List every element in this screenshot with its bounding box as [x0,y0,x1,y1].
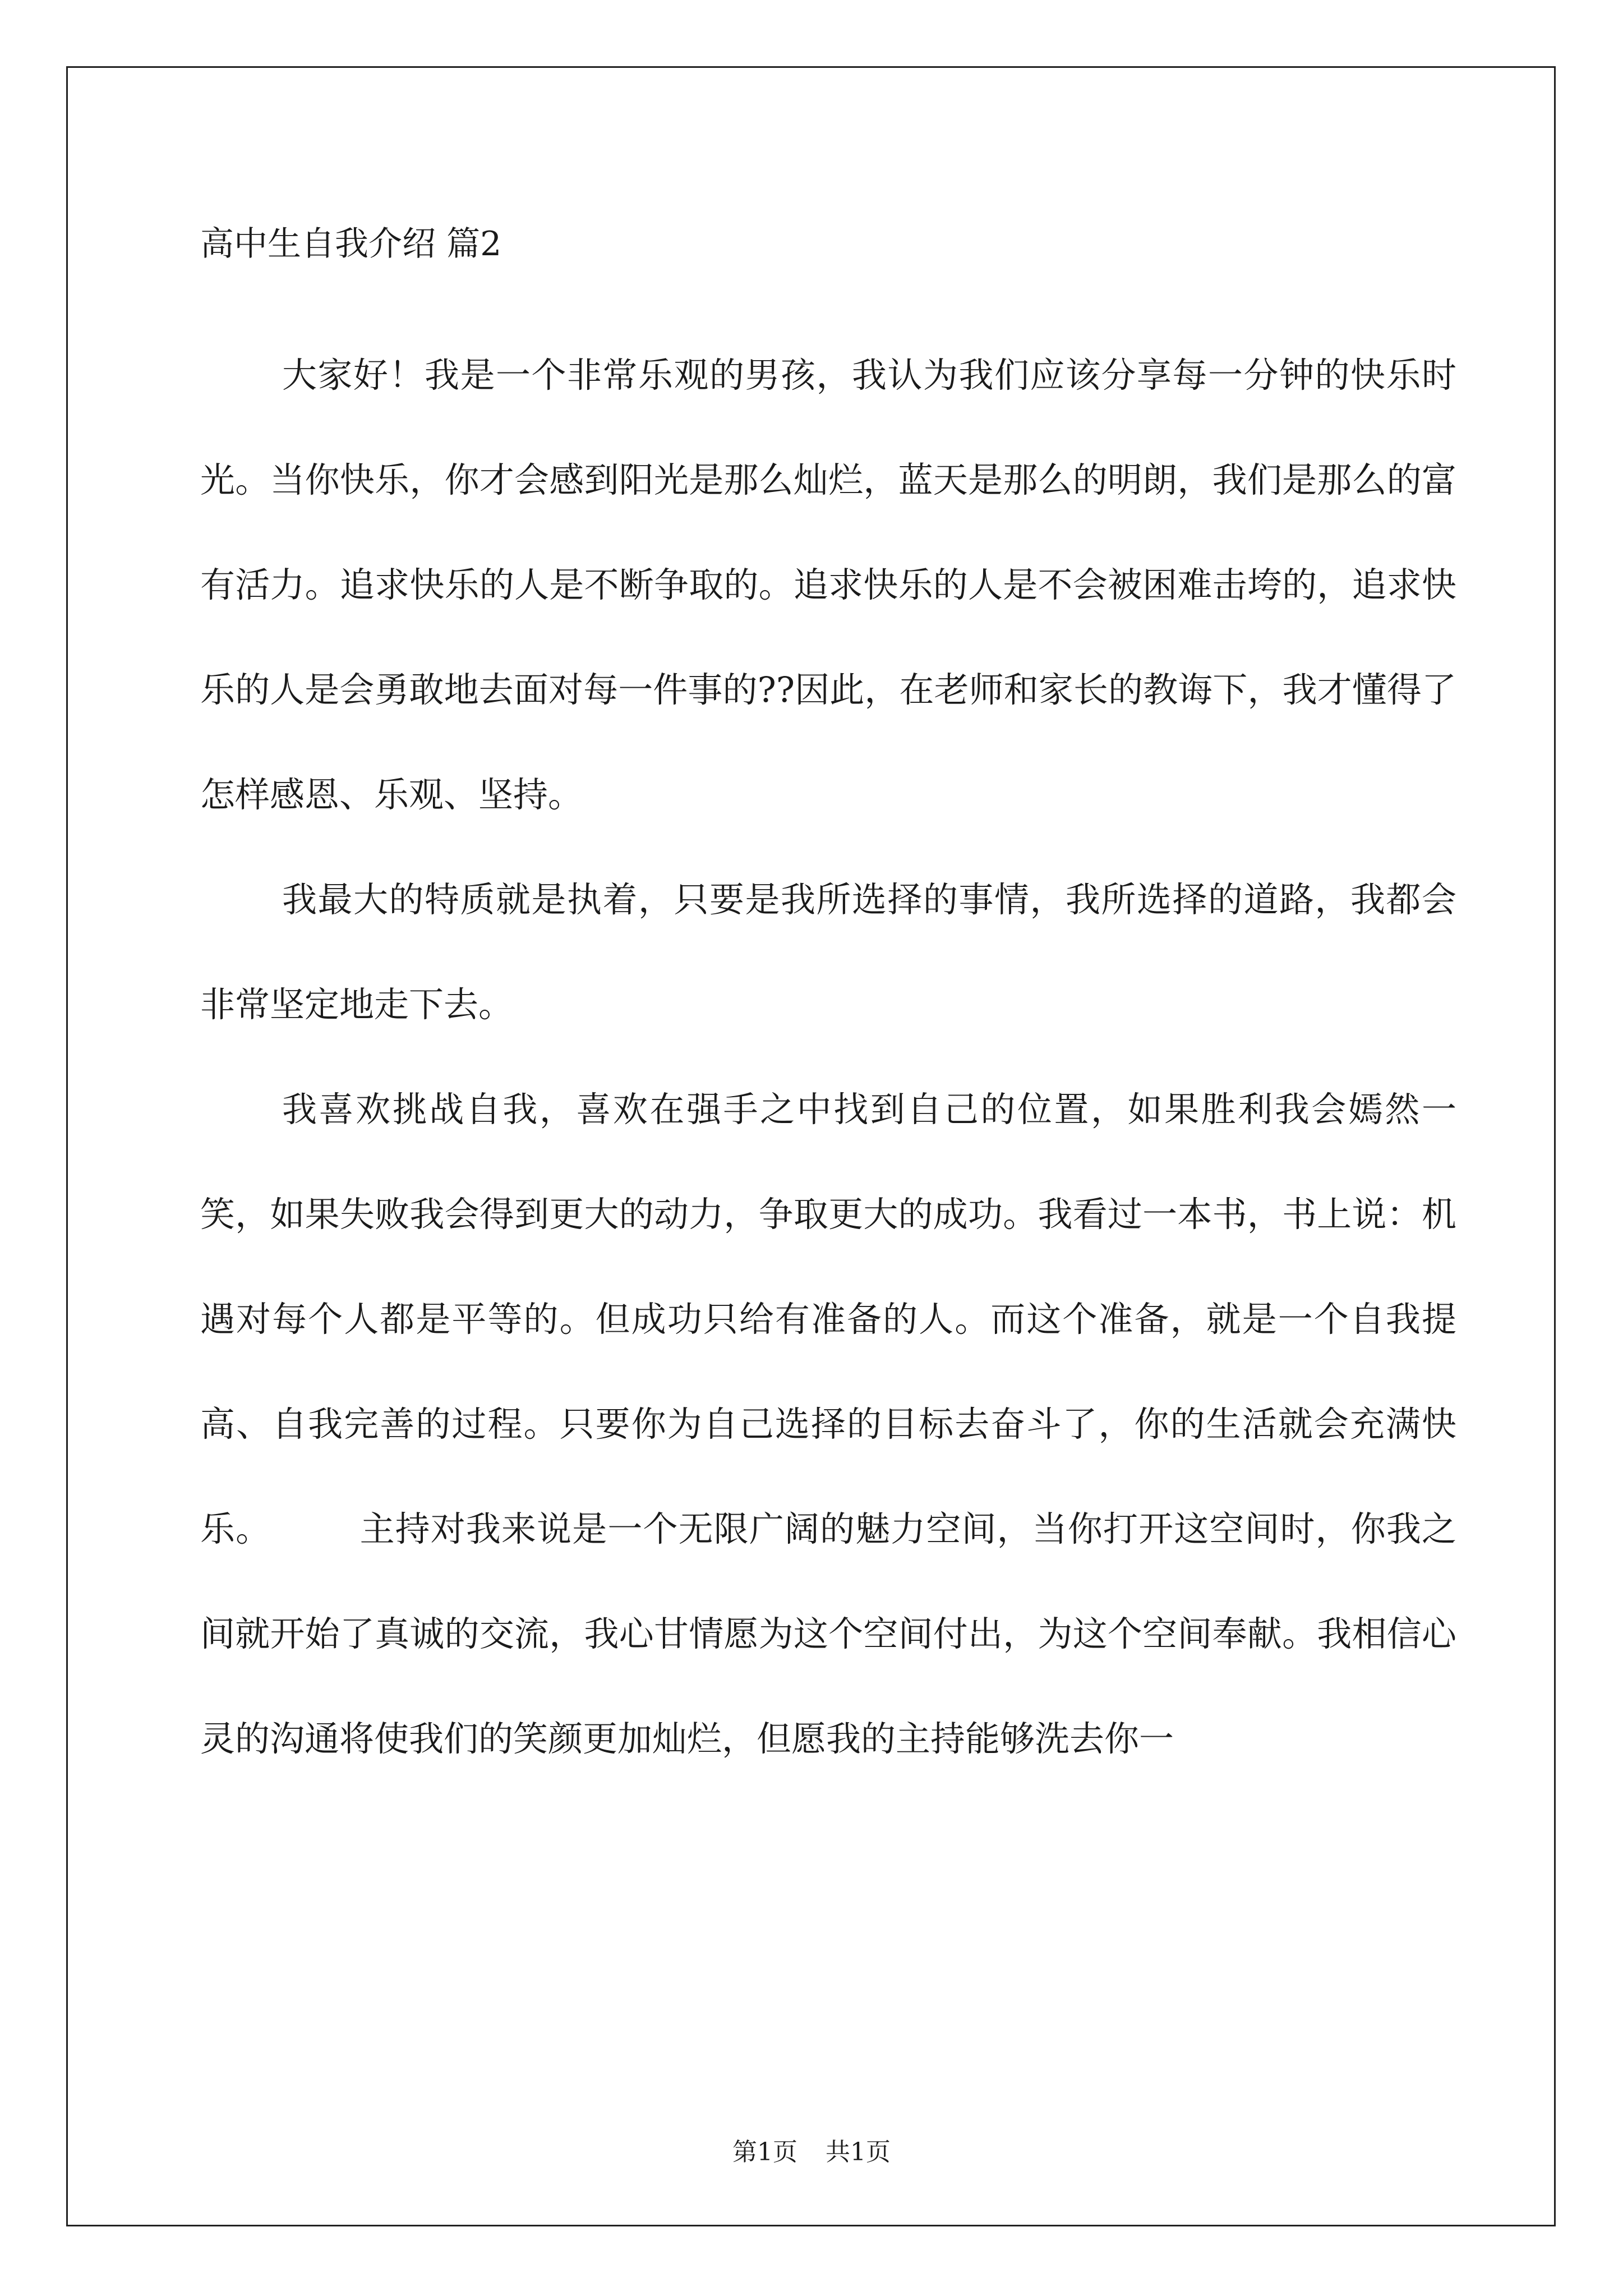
page-footer [0,2132,1623,2168]
paragraph-2: 我最大的特质就是执着，只要是我所选择的事情，我所选择的道路，我都会非常坚定地走下去。 [200,879,1456,1025]
page-number-current: 第1页 [732,2138,797,2166]
document-body [200,222,1456,1791]
paragraph-1: 大家好！我是一个非常乐观的男孩，我认为我们应该分享每一分钟的快乐时光。当你快乐，你才会感到阳光是那么灿烂，蓝天是那么的明朗，我们是那么的富有活力。追求快乐的人是不断争取的。追求快乐的人是不会被困难击垮的，追求快乐的人是会勇敢地去面对每一件事的??因此，在老师和家长的教诲下，我才懂得了怎样感恩、乐观、坚持。 [200,355,1456,815]
paragraph-3: 我喜欢挑战自我，喜欢在强手之中找到自己的位置，如果胜利我会嫣然一笑，如果失败我会得到更大的动力，争取更大的成功。我看过一本书，书上说：机遇对每个人都是平等的。但成功只给有准备的人。而这个准备，就是一个自我提高、自我完善的过程。只要你为自己选择的目标去奋斗了，你的生活就会充满快乐。 主持对我来说是一个无限广阔的魅力空间，当你打开这空间时，你我之间就开始了真诚的交流，我心甘情愿为这个空间付出，为这个空间奉献。我相信心灵的沟通将使我们的笑颜更加灿烂，但愿我的主持能够洗去你一 [200,1089,1456,1759]
document-title: 高中生自我介绍 篇2 [200,224,502,264]
page-number-total: 共1页 [826,2138,891,2166]
